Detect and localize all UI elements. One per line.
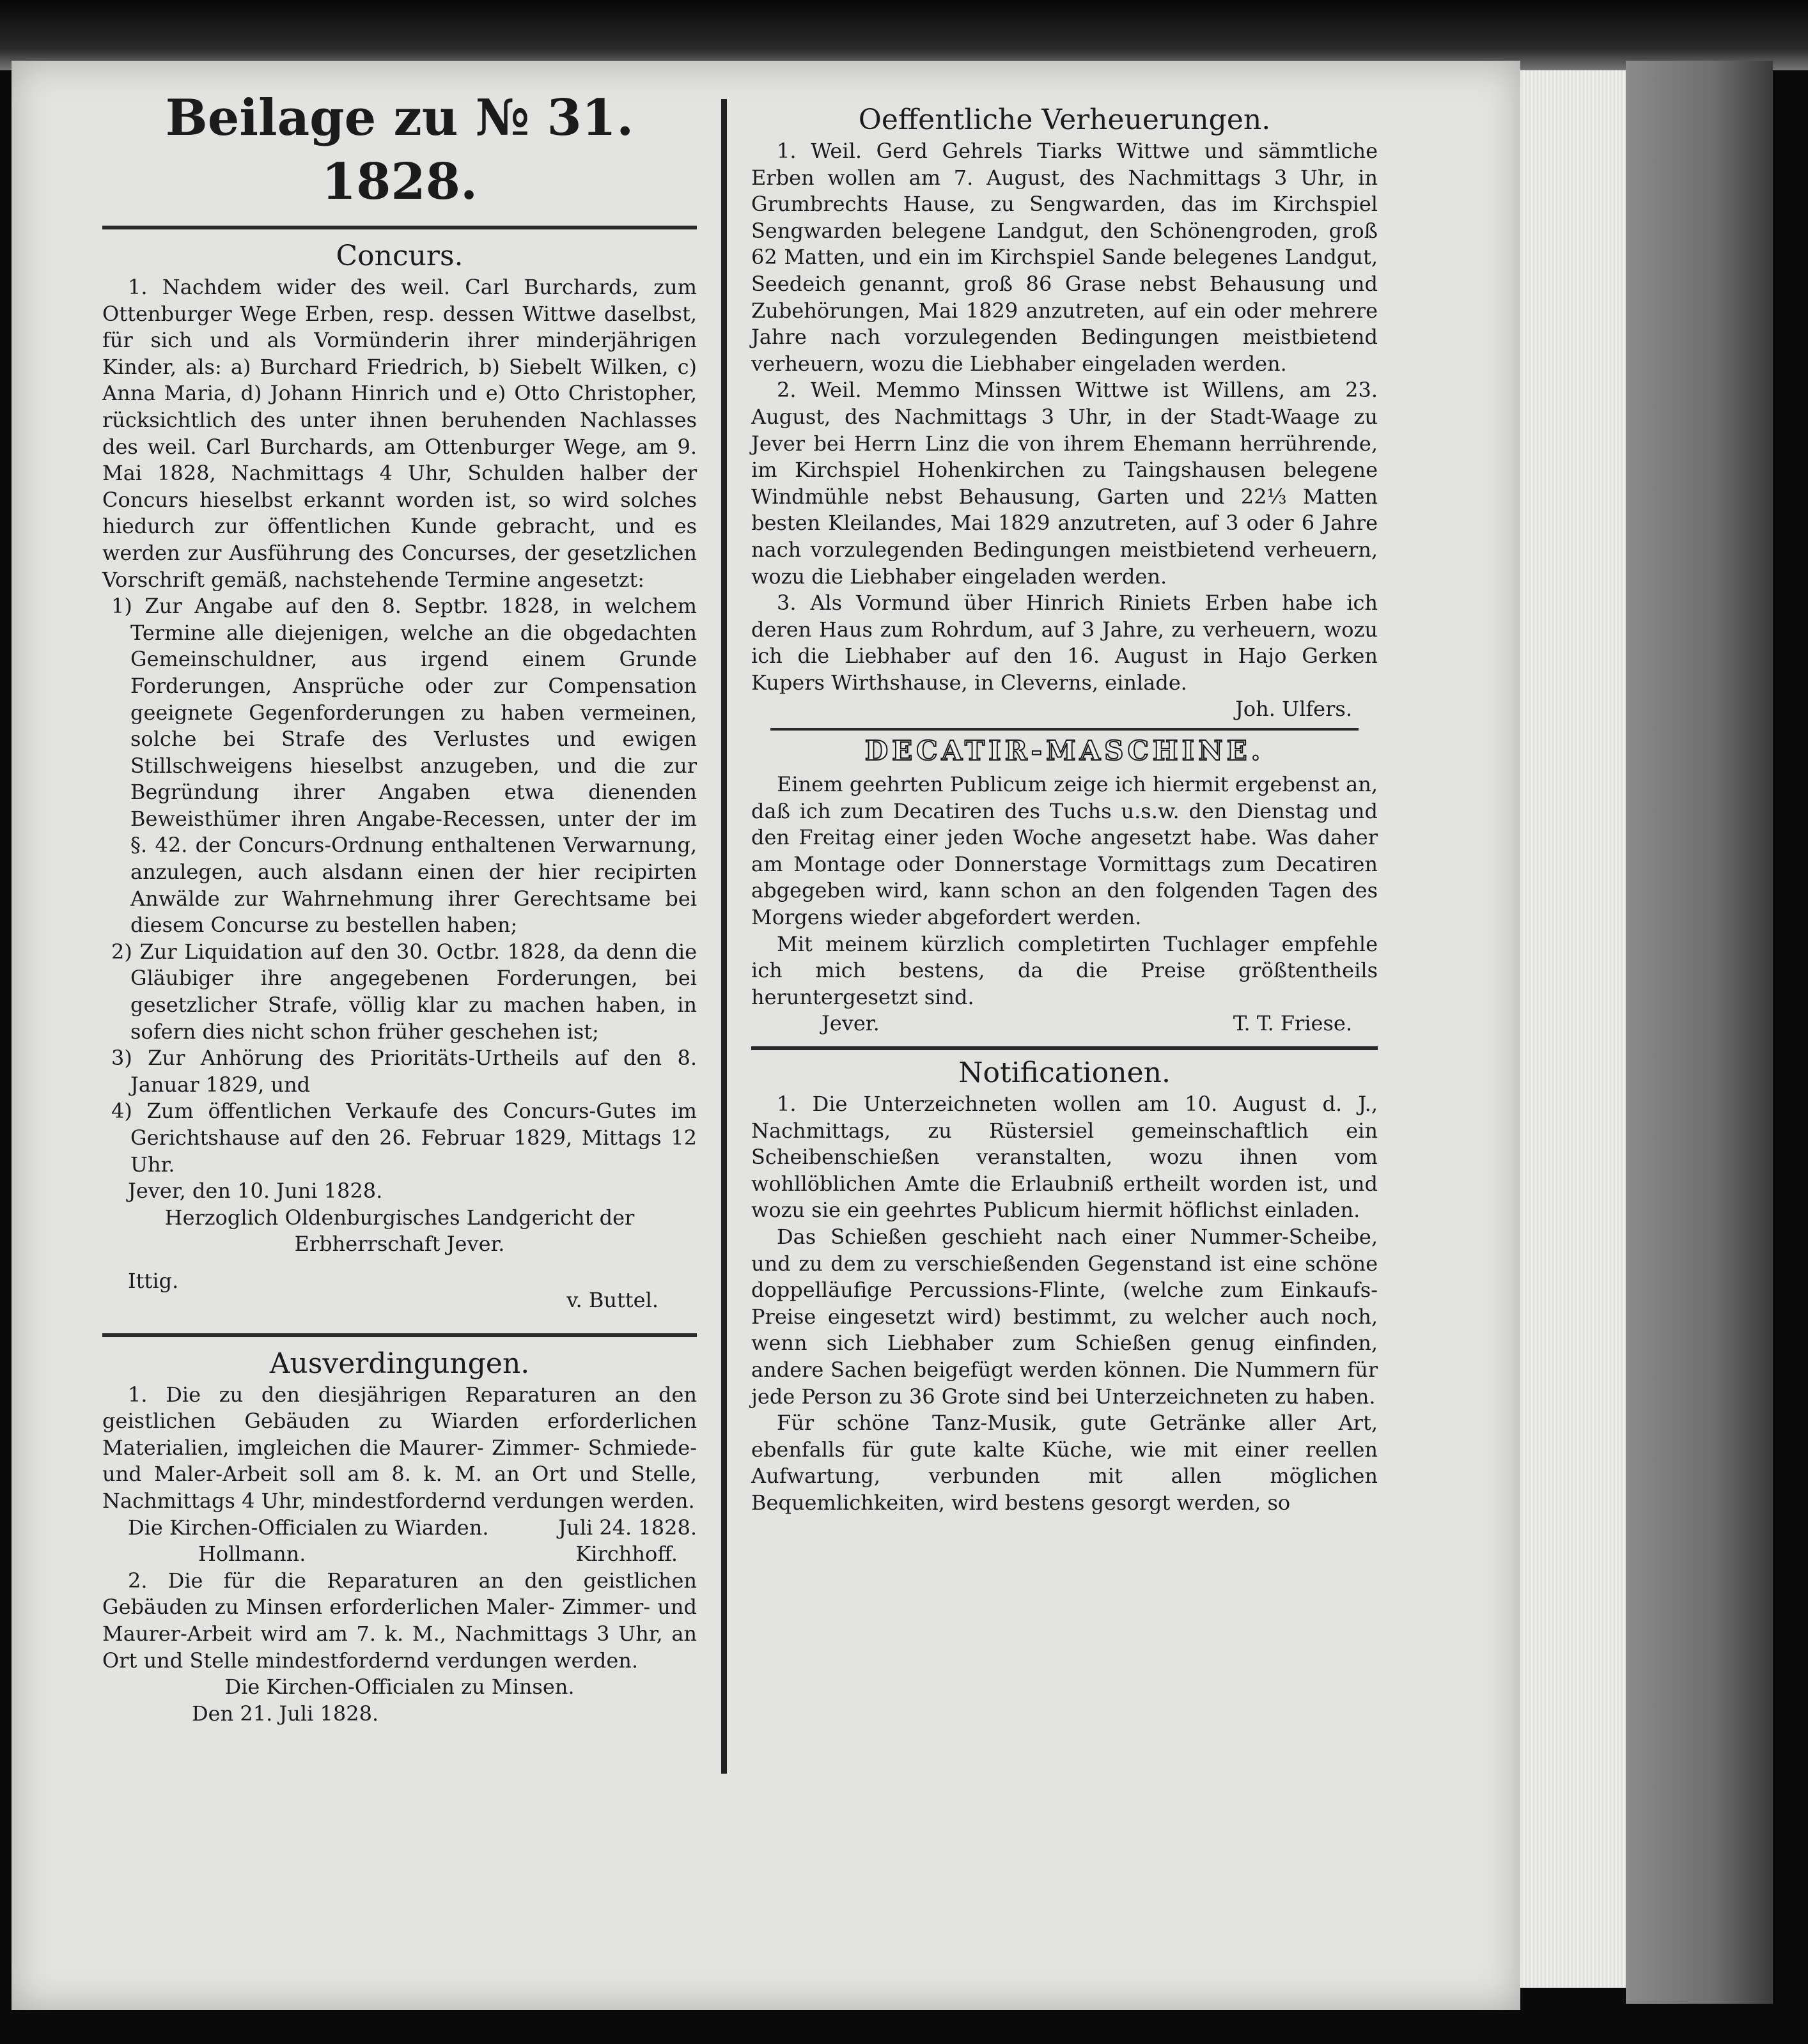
term-4: 4) Zum öffentlichen Verkaufe des Concurs-Gutes im Gerichtshause auf den 26. Februar 1829, Mittags 12 Uhr. — [111, 1099, 697, 1177]
notification-3: Für schöne Tanz-Musik, gute Getränke aller Art, ebenfalls für gute kalte Küche, wie mit einer reellen Aufwartung, verbunden mit allen möglichen Bequemlichkeiten, wird bestens gesorgt werden, so — [751, 1411, 1378, 1515]
ausverdingungen-heading: Ausverdingungen. — [269, 1347, 530, 1380]
notification-2: Das Schießen geschieht nach einer Nummer-Scheibe, und zu dem zu verschießenden Gegenstand ist eine schöne doppelläufige Percussions-Flinte, (welche zum Einkaufs-Preise eingesetzt wird) bestimmt, zu welcher auch noch, wenn sich Liebhaber zum Schießen genug einfinden, andere Sachen beigefügt werden können. Die Nummern für jede Person zu 36 Grote sind bei Unterzeichneten zu haben. — [751, 1224, 1378, 1409]
ausverdingung-1-signature-b — [102, 1541, 697, 1568]
verheuerungen-heading: Oeffentliche Verheuerungen. — [858, 104, 1271, 136]
masthead-rule — [102, 226, 697, 229]
right-column — [751, 102, 1378, 1517]
signature-hollmann: Hollmann. — [198, 1542, 306, 1567]
wiarden-date: Juli 24. 1828. — [558, 1515, 697, 1540]
section-rule — [770, 728, 1359, 731]
ausverdingung-2: 2. Die für die Reparaturen an den geistlichen Gebäuden zu Minsen erforderlichen Maler- Zimmer- und Maurer-Arbeit wird am 7. k. M., Nachmittags 3 Uhr, an Ort und Stelle mindestfordernd verdungen werden. — [102, 1568, 697, 1673]
ausverdingung-1-signature-a — [102, 1515, 697, 1542]
concurs-signatures — [102, 1258, 697, 1314]
concurs-paragraph: 1. Nachdem wider des weil. Carl Burchards, zum Ottenburger Wege Erben, resp. dessen Wittwe daselbst, für sich und als Vormünderin ihrer minderjährigen Kinder, als: a) Burchard Friedrich, b) Siebelt Wilken, c) Anna Maria, d) Johann Hinrich und e) Otto Christopher, rücksichtlich des unter ihnen beruhenden Nachlasses des weil. Carl Burchards, am Ottenburger Wege, am 9. Mai 1828, Nachmittags 4 Uhr, Schulden halber der Concurs hieselbst erkannt worden ist, so wird solches hiedurch zur öffentlichen Kunde gebracht, und es werden zur Ausführung des Concurses, der gesetzlichen Vorschrift gemäß, nachstehende Termine angesetzt: — [102, 275, 697, 592]
concurs-heading: Concurs. — [336, 240, 464, 272]
notification-1: 1. Die Unterzeichneten wollen am 10. August d. J., Nachmittags, zu Rüstersiel gemeinschaftlich ein Scheibenschießen veranstalten, wozu ihnen vom wohllöblichen Amte die Erlaubniß ertheilt worden ist, und wozu sie ein geehrtes Publicum hiermit höflichst einladen. — [751, 1092, 1378, 1223]
notificationen-heading: Notificationen. — [958, 1057, 1171, 1089]
book-cover — [1626, 61, 1773, 2004]
ausverdingung-1: 1. Die zu den diesjährigen Reparaturen an den geistlichen Gebäuden zu Wiarden erforderlichen Materialien, imgleichen die Maurer- Zimmer- Schmiede- und Maler-Arbeit soll am 8. k. M. an Ort und Stelle, Nachmittags 4 Uhr, mindestfordernd verdungen werden. — [102, 1382, 697, 1513]
decatir-place: Jever. — [822, 1011, 880, 1036]
decatir-heading: DECATIR-MASCHINE. — [864, 735, 1265, 767]
verheuerung-3: 3. Als Vormund über Hinrich Riniets Erben habe ich deren Haus zum Rohrdum, auf 3 Jahre, zu verheuern, wozu ich die Liebhaber auf den 16. August in Hajo Gerken Kupers Wirthshause, in Cleverns, einlade. — [751, 591, 1378, 695]
signature-buttel: v. Buttel. — [566, 1287, 659, 1312]
signature-ittig: Ittig. — [128, 1268, 179, 1293]
signature-friese: T. T. Friese. — [1233, 1011, 1352, 1036]
column-separator — [721, 99, 727, 1774]
verheuerung-2: 2. Weil. Memmo Minssen Wittwe ist Willens, am 23. August, des Nachmittags 3 Uhr, in der Stadt-Waage zu Jever bei Herrn Linz die von ihrem Ehemann herrührende, im Kirchspiel Hohenkirchen zu Taingshausen belegene Windmühle nebst Behausung, Garten und 22⅓ Matten besten Kleilandes, Mai 1829 anzutreten, auf 3 oder 6 Jahre nach vorzulegenden Bedingungen meistbietend verheuern, wozu die Liebhaber eingeladen werden. — [751, 378, 1378, 589]
court-name: Herzoglich Oldenburgisches Landgericht der Erbherrschaft Jever. — [164, 1205, 635, 1257]
decatir-signature — [751, 1010, 1378, 1037]
verheuerung-1: 1. Weil. Gerd Gehrels Tiarks Wittwe und sämmtliche Erben wollen am 7. August, des Nachmittags 3 Uhr, in Grumbrechts Hause, zu Sengwarden, das im Kirchspiel Sengwarden belegene Landgut, den Schönengroden, groß 62 Matten, und ein im Kirchspiel Sande belegenes Landgut, Seedeich genannt, groß 86 Grase nebst Behausung und Zubehörungen, Mai 1829 anzutreten, auf ein oder mehrere Jahre nach vorzulegenden Bedingungen meistbietend verheuern, wozu die Liebhaber eingeladen werden. — [751, 139, 1378, 376]
term-3: 3) Zur Anhörung des Prioritäts-Urtheils auf den 8. Januar 1829, und — [111, 1046, 697, 1097]
page-stack-edge — [1520, 70, 1626, 1988]
minsen-officials: Die Kirchen-Officialen zu Minsen. — [224, 1675, 575, 1699]
wiarden-officials: Die Kirchen-Officialen zu Wiarden. — [128, 1515, 489, 1540]
book-top-edge — [0, 0, 1808, 70]
section-rule — [751, 1046, 1378, 1050]
concurs-date: Jever, den 10. Juni 1828. — [128, 1179, 383, 1204]
signature-kirchhoff: Kirchhoff. — [575, 1542, 678, 1567]
minsen-date: Den 21. Juli 1828. — [192, 1701, 379, 1726]
term-2: 2) Zur Liquidation auf den 30. Octbr. 1828, da denn die Gläubiger ihre angegebenen Forderungen, bei gesetzlicher Strafe, völlig klar zu machen haben, in sofern dies nicht schon früher geschehen ist; — [111, 939, 697, 1044]
left-column — [102, 86, 697, 1727]
signature-ulfers: Joh. Ulfers. — [1235, 697, 1352, 722]
decatir-paragraph-1: Einem geehrten Publicum zeige ich hiermit ergebenst an, daß ich zum Decatiren des Tuchs u.s.w. den Dienstag und den Freitag einer jeden Woche angesetzt habe. Was daher am Montage oder Donnerstage Vormittags zum Decatiren abgegeben wird, kann schon an den folgenden Tagen des Morgens wieder abgefordert werden. — [751, 772, 1378, 930]
decatir-paragraph-2: Mit meinem kürzlich completirten Tuchlager empfehle ich mich bestens, da die Preise größtentheils heruntergesetzt sind. — [751, 931, 1378, 1009]
section-rule — [102, 1333, 697, 1337]
term-1: 1) Zur Angabe auf den 8. Septbr. 1828, in welchem Termine alle diejenigen, welche an die obgedachten Gemeinschuldner, aus irgend einem Grunde Forderungen, Ansprüche oder zur Compensation geeignete Gegenforderungen zu haben vermeinen, solche bei Strafe des Verlustes und ewigen Stillschweigens hieselbst anzugeben, und die zur Begründung ihrer Angaben etwa dienenden Beweisthümer ihren Angabe-Recessen, unter der im §. 42. der Concurs-Ordnung enthaltenen Verwarnung, anzulegen, auch alsdann einen der hier recipirten Anwälde zur Wahrnehmung ihrer Gerechtsame bei diesem Concurse zu bestellen haben; — [111, 594, 697, 938]
masthead: Beilage zu № 31. 1828. — [165, 89, 634, 211]
